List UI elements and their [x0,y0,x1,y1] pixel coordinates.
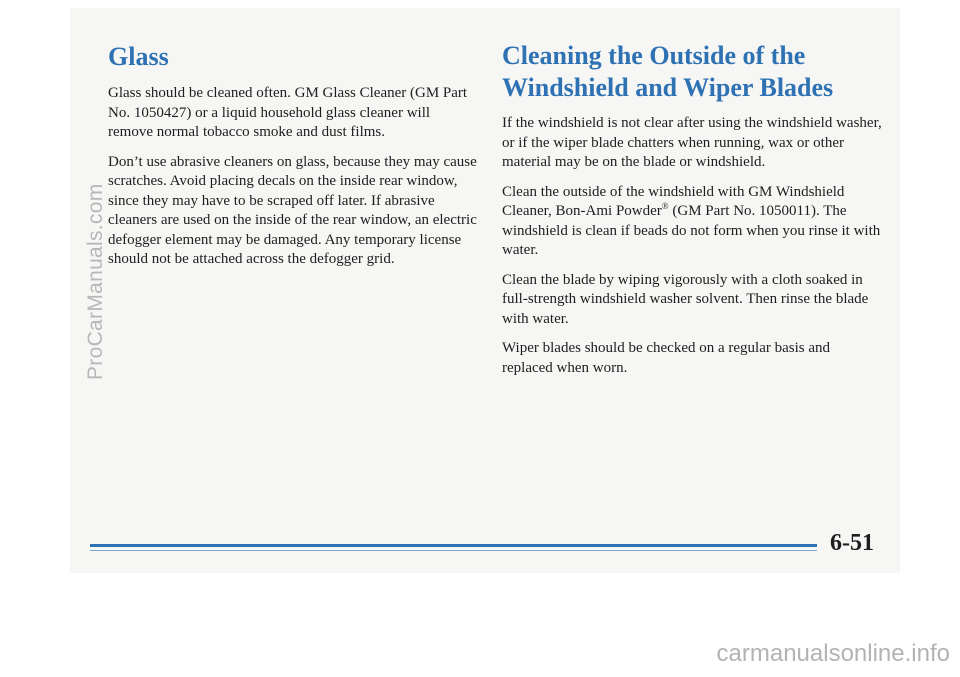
paragraph [502,183,882,261]
registered-mark: ® [661,201,669,211]
windshield-section [502,40,882,388]
text-run: (GM Part No. 1050011). The windshield is clean if beads do not form when you rinse it with water. [502,203,881,258]
paragraph: Glass should be cleaned often. GM Glass Cleaner (GM Part No. 1050427) or a liquid household glass cleaner will remove normal tobacco smoke and dust films. [108,85,468,140]
glass-section [108,40,478,280]
section-title-glass: Glass [108,42,169,71]
page-number: 6-51 [830,530,874,556]
paragraph: Clean the blade by wiping vigorously with a cloth soaked in full-strength windshield washer solvent. Then rinse the blade with water. [502,271,869,327]
footer-rule-thin [90,550,817,551]
watermark-side: ProCarManuals.com [84,183,107,380]
paragraph: Wiper blades should be checked on a regular basis and replaced when worn. [502,340,831,376]
watermark-bottom: carmanualsonline.info [716,640,950,667]
paragraph: Don’t use abrasive cleaners on glass, because they may cause scratches. Avoid placing decals on the inside rear window, since they may have to be scraped off later. If abrasive cleaners are used on the inside of the rear window, an electric defogger element may be damaged. Any temporary license should not be attached across the defogger grid. [108,153,477,267]
footer-rule [90,544,817,547]
section-title-windshield: Cleaning the Outside of the Windshield and Wiper Blades [502,41,834,102]
paragraph: If the windshield is not clear after using the windshield washer, or if the wiper blade chatters when running, wax or other material may be on the blade or windshield. [502,115,882,170]
text-run: Clean the outside of the windshield with GM Windshield Cleaner, Bon-Ami Powder [502,183,845,219]
